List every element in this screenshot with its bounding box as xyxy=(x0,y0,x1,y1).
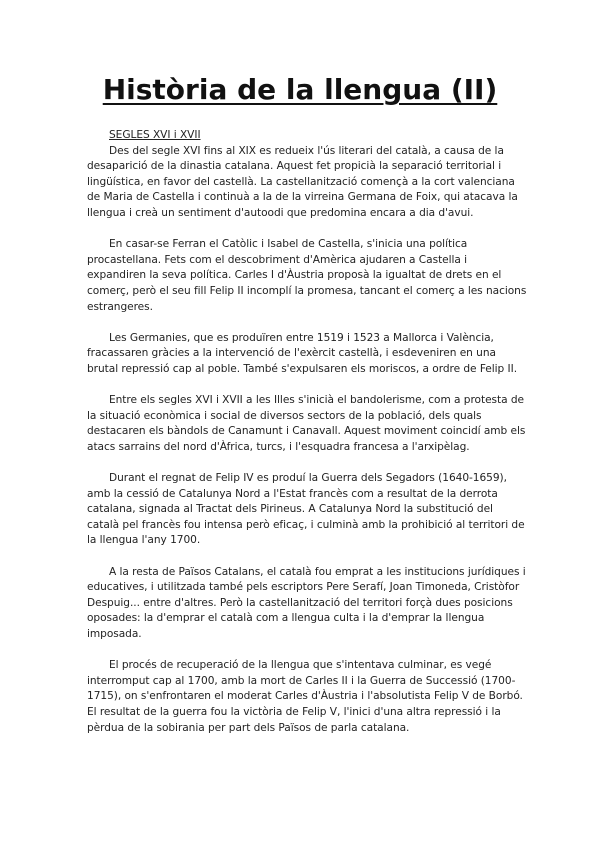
paragraph-2: En casar-se Ferran el Catòlic i Isabel de Castella, s'inicia una política procastellana. Fets com el descobriment d'Amèrica ajudaren a Castella i expandiren la seva política. Carles I d'Àustria proposà la igualtat de drets en el comerç, però el seu fill Felip II incomplí la promesa, tancant el comerç a les nacions estrangeres. xyxy=(87,238,527,313)
section-heading: SEGLES XVI i XVII xyxy=(109,129,201,141)
document-body xyxy=(87,128,527,752)
paragraph-4: Entre els segles XVI i XVII a les Illes s'inicià el bandolerisme, com a protesta de la situació econòmica i social de diversos sectors de la població, dels quals destacaren els bàndols de Canamunt i Canavall. Aquest moviment coincidí amb els atacs sarrains del nord d'Àfrica, turcs, i l'esquadra francesa a l'arxipèlag. xyxy=(87,394,526,453)
paragraph-5: Durant el regnat de Felip IV es produí la Guerra dels Segadors (1640-1659), amb la cessió de Catalunya Nord a l'Estat francès com a resultat de la derrota catalana, signada al Tractat dels Pirineus. A Catalunya Nord la substitució del català pel francès fou intensa però eficaç, i culminà amb la prohibició al territori de la llengua l'any 1700. xyxy=(87,472,525,547)
paragraph-6: A la resta de Països Catalans, el català fou emprat a les institucions jurídiques i educatives, i utilitzada també pels escriptors Pere Serafí, Joan Timoneda, Cristòfor Despuig... entre d'altres. Però la castellanització del territori forçà dues posicions oposades: la d'emprar el català com a llengua culta i la d'emprar la llengua imposada. xyxy=(87,565,526,640)
page-title: Història de la llengua (II) xyxy=(102,73,498,106)
paragraph-1: Des del segle XVI fins al XIX es redueix l'ús literari del català, a causa de la desaparició de la dinastia catalana. Aquest fet propicià la separació territorial i lingüística, en favor del castellà. La castellanització començà a la cort valenciana de Maria de Castella i continuà a la de la virreina Germana de Foix, qui atacava la llengua i creà un sentiment d'autoodi que predomina encara a dia d'avui. xyxy=(87,144,518,219)
paragraph-3: Les Germanies, que es produïren entre 1519 i 1523 a Mallorca i València, fracassaren gràcies a la intervenció de l'exèrcit castellà, i esdeveniren en una brutal repressió cap al poble. També s'expulsaren els moriscos, a ordre de Felip II. xyxy=(87,331,518,375)
paragraph-7: El procés de recuperació de la llengua que s'intentava culminar, es vegé interromput cap al 1700, amb la mort de Carles II i la Guerra de Successió (1700-1715), on s'enfrontaren el moderat Carles d'Àustria i l'absolutista Felip V de Borbó. El resultat de la guerra fou la victòria de Felip V, l'inici d'una altra repressió i la pèrdua de la sobirania per part dels Països de parla catalana. xyxy=(87,659,523,734)
